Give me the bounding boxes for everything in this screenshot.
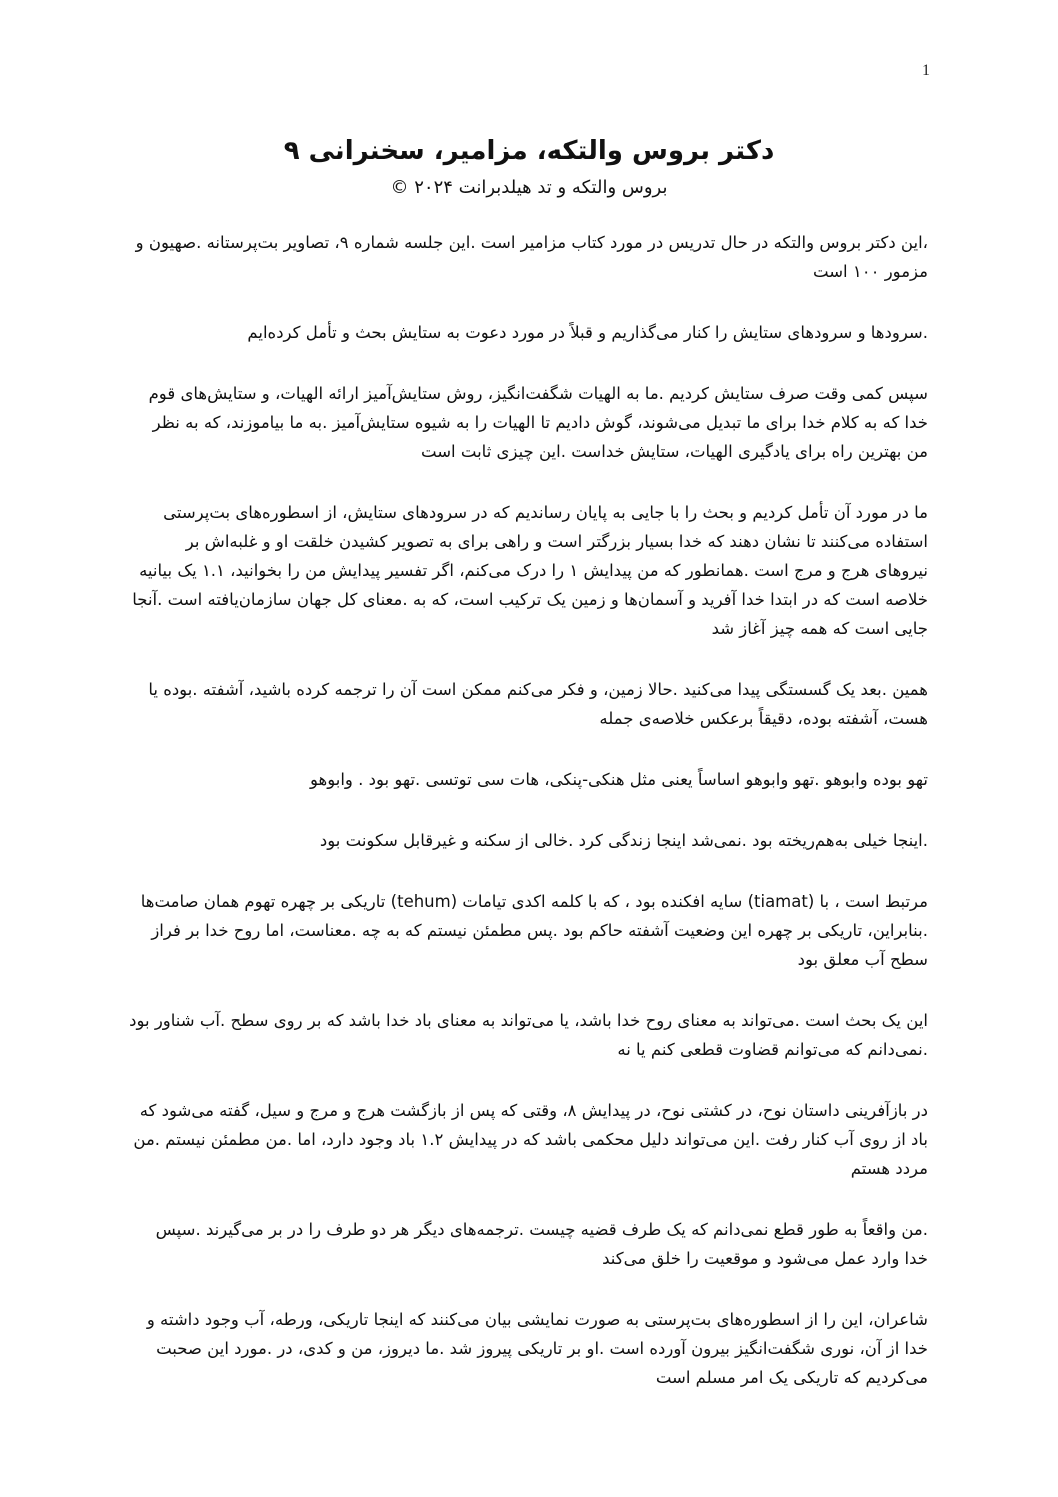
paragraph: شاعران، این را از اسطوره‌های بت‌پرستی به صورت نمایشی بیان می‌کنند که اینجا تاریکی، ورطه، آب وجود داشته و خدا از آن، نوری شگفت‌انگیز بیرون آورده است .او بر تاریکی پیروز شد .ما دیروز، من و کدی، در .مورد این صحبت می‌کردیم که تاریکی یک امر مسلم است (146, 1310, 928, 1387)
paragraph: ما در مورد آن تأمل کردیم و بحث را با جایی به پایان رساندیم که در سرودهای ستایش، از اسطوره‌های بت‌پرستی استفاده می‌کنند تا نشان دهند که خدا بسیار بزرگتر است و راهی برای به تصویر کشیدن خلقت او و غلبه‌اش بر نیروهای هرج و مرج است .همانطور که من پیدایش ۱ را درک می‌کنم، اگر تفسیر پیدایش من را بخوانید، ۱.۱ یک بیانیه خلاصه است که در ابتدا خدا آفرید و آسمان‌ها و زمین یک ترکیب است، که به .معنای کل جهان سازمان‌یافته است .آنجا جایی است که همه چیز آغاز شد (132, 503, 928, 638)
document-subtitle: بروس والتکه و تد هیلدبرانت ۲۰۲۴ © (390, 177, 668, 198)
document-title: دکتر بروس والتکه، مزامیر، سخنرانی ۹ (283, 136, 775, 166)
paragraph: ،این دکتر بروس والتکه در حال تدریس در مورد کتاب مزامیر است .این جلسه شماره ۹، تصاویر بت‌پرستانه .صهیون و مزمور ۱۰۰ است (135, 233, 928, 281)
paragraph: در بازآفرینی داستان نوح، در کشتی نوح، در پیدایش ۸، وقتی که پس از بازگشت هرج و مرج و سیل، گفته می‌شود که باد از روی آب کنار رفت .این می‌تواند دلیل محکمی باشد که در پیدایش ۱.۲ باد وجود دارد، اما .من مطمئن نیستم .من مردد هستم (133, 1101, 928, 1178)
page-number: 1 (922, 62, 930, 79)
paragraph: تهو بوده وابوهو .تهو وابوهو اساساً یعنی مثل هنکی-پنکی، هات سی توتسی .تهو بود . وابوهو (310, 770, 928, 789)
paragraph: سپس کمی وقت صرف ستایش کردیم .ما به الهیات شگفت‌انگیز، روش ستایش‌آمیز ارائه الهیات، و ستایش‌های قوم خدا که به کلام خدا برای ما تبدیل می‌شوند، گوش دادیم تا الهیات را به شیوه ستایش‌آمیز .به ما بیاموزند، که به نظر من بهترین راه برای یادگیری الهیات، ستایش خداست .این چیزی ثابت است (148, 384, 928, 461)
paragraph: مرتبط است ، با (tiamat) سایه افکنده بود ، که با کلمه اکدی تیامات (tehum) تاریکی بر چهره تهوم همان صامت‌ها .بنابراین، تاریکی بر چهره این وضعیت آشفته حاکم بود .پس مطمئن نیستم که به چه .معناست، اما روح خدا بر فراز سطح آب معلق بود (140, 892, 928, 969)
paragraph: .سرودها و سرودهای ستایش را کنار می‌گذاریم و قبلاً در مورد دعوت به ستایش بحث و تأمل کرده‌ایم (247, 323, 928, 342)
document-header (0, 130, 1058, 204)
paragraph: .من واقعاً به طور قطع نمی‌دانم که یک طرف قضیه چیست .ترجمه‌های دیگر هر دو طرف را در بر می‌گیرند .سپس خدا وارد عمل می‌شود و موقعیت را خلق می‌کند (155, 1220, 928, 1268)
document-body (128, 228, 928, 1424)
paragraph: همین .بعد یک گسستگی پیدا می‌کنید .حالا زمین، و فکر می‌کنم ممکن است آن را ترجمه کرده باشید، آشفته .بوده یا هست، آشفته بوده، دقیقاً برعکس خلاصه‌ی جمله (148, 680, 928, 728)
paragraph: .اینجا خیلی به‌هم‌ریخته بود .نمی‌شد اینجا زندگی کرد .خالی از سکنه و غیرقابل سکونت بود (319, 831, 928, 850)
paragraph: این یک بحث است .می‌تواند به معنای روح خدا باشد، یا می‌تواند به معنای باد خدا باشد که بر روی سطح .آب شناور بود .نمی‌دانم که می‌توانم قضاوت قطعی کنم یا نه (129, 1011, 928, 1059)
